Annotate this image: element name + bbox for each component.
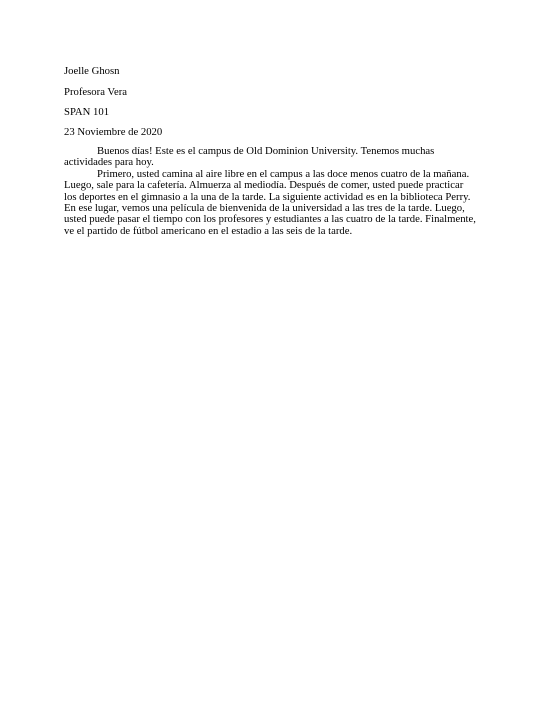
- student-name: Joelle Ghosn: [64, 65, 120, 77]
- paragraph-main: Primero, usted camina al aire libre en el campus a las doce menos cuatro de la mañana. Luego, sale para la cafetería. Almuerza al mediodía. Después de comer, usted puede practicar los deportes en el gimnasio a la una de la tarde. La siguiente actividad es en la biblioteca Perry. En ese lugar, vemos una película de bienvenida de la universidad a las tres de la tarde. Luego, usted puede pasar el tiempo con los profesores y estudiantes a las cuatro de la tarde. Finalmente, ve el partido de fútbol americano en el estadio a las seis de la tarde.: [64, 167, 476, 237]
- document-date: 23 Noviembre de 2020: [64, 126, 163, 138]
- professor-name: Profesora Vera: [64, 86, 128, 98]
- course-code: SPAN 101: [64, 106, 110, 118]
- paragraph-intro: Buenos días! Este es el campus de Old Dominion University. Tenemos muchas actividades para hoy.: [64, 145, 435, 169]
- essay-body: [64, 146, 476, 237]
